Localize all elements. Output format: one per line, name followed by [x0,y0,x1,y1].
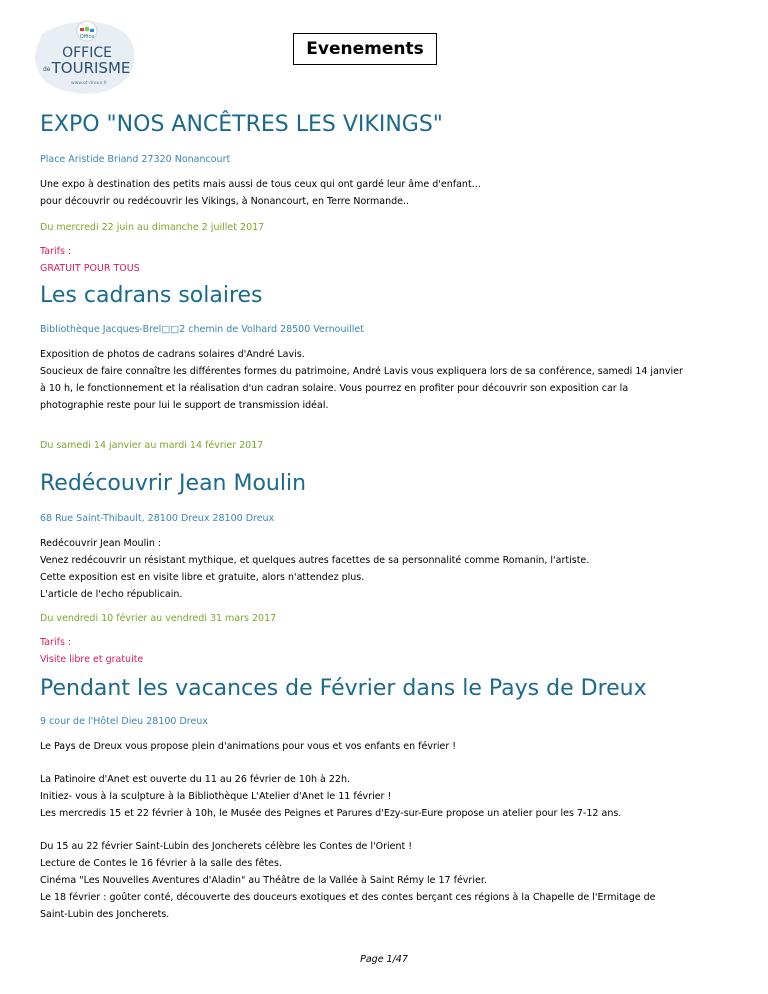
event-date: Du vendredi 10 février au vendredi 31 mars 2017 [40,613,277,624]
event-vacances-fevrier [40,676,740,920]
event-text-line: Initiez- vous à la sculpture à la Bibliothèque L'Atelier d'Anet le 11 février ! [40,791,392,802]
logo-prefix: de [43,66,51,73]
event-text-line: Exposition de photos de cadrans solaires d'André Lavis. [40,349,305,360]
event-tarif-value: Visite libre et gratuite [40,654,144,665]
office-tourisme-logo [34,20,140,96]
event-jean-moulin [40,471,740,665]
event-date: Du mercredi 22 juin au dimanche 2 juillet 2017 [40,222,265,233]
event-text-line: à 10 h, le fonctionnement et la réalisation d'un cadran solaire. Vous pourrez en profiter pour découvrir son exposition car la [40,383,629,394]
logo-top-text: Office [79,34,95,40]
event-address: 9 cour de l'Hôtel Dieu 28100 Dreux [40,716,208,727]
event-text-line: Cette exposition est en visite libre et gratuite, alors n'attendez plus. [40,572,365,583]
event-text-line: Cinéma "Les Nouvelles Aventures d'Aladin" au Théâtre de la Vallée à Saint Rémy le 17 février. [40,875,487,886]
event-cadrans-solaires [40,283,740,451]
event-text-line: Le Pays de Dreux vous propose plein d'animations pour vous et vos enfants en février ! [40,741,457,752]
event-text-line: La Patinoire d'Anet est ouverte du 11 au 26 février de 10h à 22h. [40,774,351,785]
event-text-line: Une expo à destination des petits mais aussi de tous ceux qui ont gardé leur âme d'enfant... [40,179,481,190]
page-title: Evenements [293,33,437,65]
event-text-line: photographie reste pour lui le support de transmission idéal. [40,400,329,411]
event-tarif-value: GRATUIT POUR TOUS [40,263,140,274]
event-text-line: Soucieux de faire connaître les différentes formes du patrimoine, André Lavis vous expliquera lors de sa conférence, samedi 14 janvier [40,366,683,377]
event-address: Place Aristide Briand 27320 Nonancourt [40,154,231,165]
logo-url: www.ot-dreux.fr [71,81,107,86]
event-text-line: Les mercredis 15 et 22 février à 10h, le Musée des Peignes et Parures d'Ezy-sur-Eure propose un atelier pour les 7-12 ans. [40,808,622,819]
event-title: Les cadrans solaires [40,283,263,308]
event-title: Pendant les vacances de Février dans le Pays de Dreux [40,676,647,701]
logo-line2: TOURISME [51,59,131,77]
page-number: Page 1/47 [360,954,408,965]
event-text-line: Le 18 février : goûter conté, découverte des douceurs exotiques et des contes berçant ces régions à la Chapelle de l'Ermitage de [40,892,656,903]
event-text-line: Lecture de Contes le 16 février à la salle des fêtes. [40,858,282,869]
event-tarif-label: Tarifs : [40,246,72,257]
logo-badge-icon [34,20,140,96]
event-title: Redécouvrir Jean Moulin [40,471,307,496]
event-date: Du samedi 14 janvier au mardi 14 février 2017 [40,440,264,451]
event-text-line: Du 15 au 22 février Saint-Lubin des Joncherets célèbre les Contes de l'Orient ! [40,841,413,852]
event-tarif-label: Tarifs : [40,637,72,648]
event-text-line: Venez redécouvrir un résistant mythique, et quelques autres facettes de sa personnalité comme Romanin, l'artiste. [40,555,590,566]
event-text-line: Saint-Lubin des Joncherets. [40,909,170,920]
event-text-line: pour découvrir ou redécouvrir les Vikings, à Nonancourt, en Terre Normande.. [40,196,410,207]
event-vikings [40,112,740,274]
event-address: 68 Rue Saint-Thibault, 28100 Dreux 28100 Dreux [40,513,275,524]
event-text-line: Redécouvrir Jean Moulin : [40,538,162,549]
logo-line1: OFFICE [62,45,112,61]
event-text-line: L'article de l'echo républicain. [40,589,183,600]
event-address: Bibliothèque Jacques-Brel□□2 chemin de Volhard 28500 Vernouillet [40,324,364,335]
event-title: EXPO "NOS ANCÊTRES LES VIKINGS" [40,112,443,137]
